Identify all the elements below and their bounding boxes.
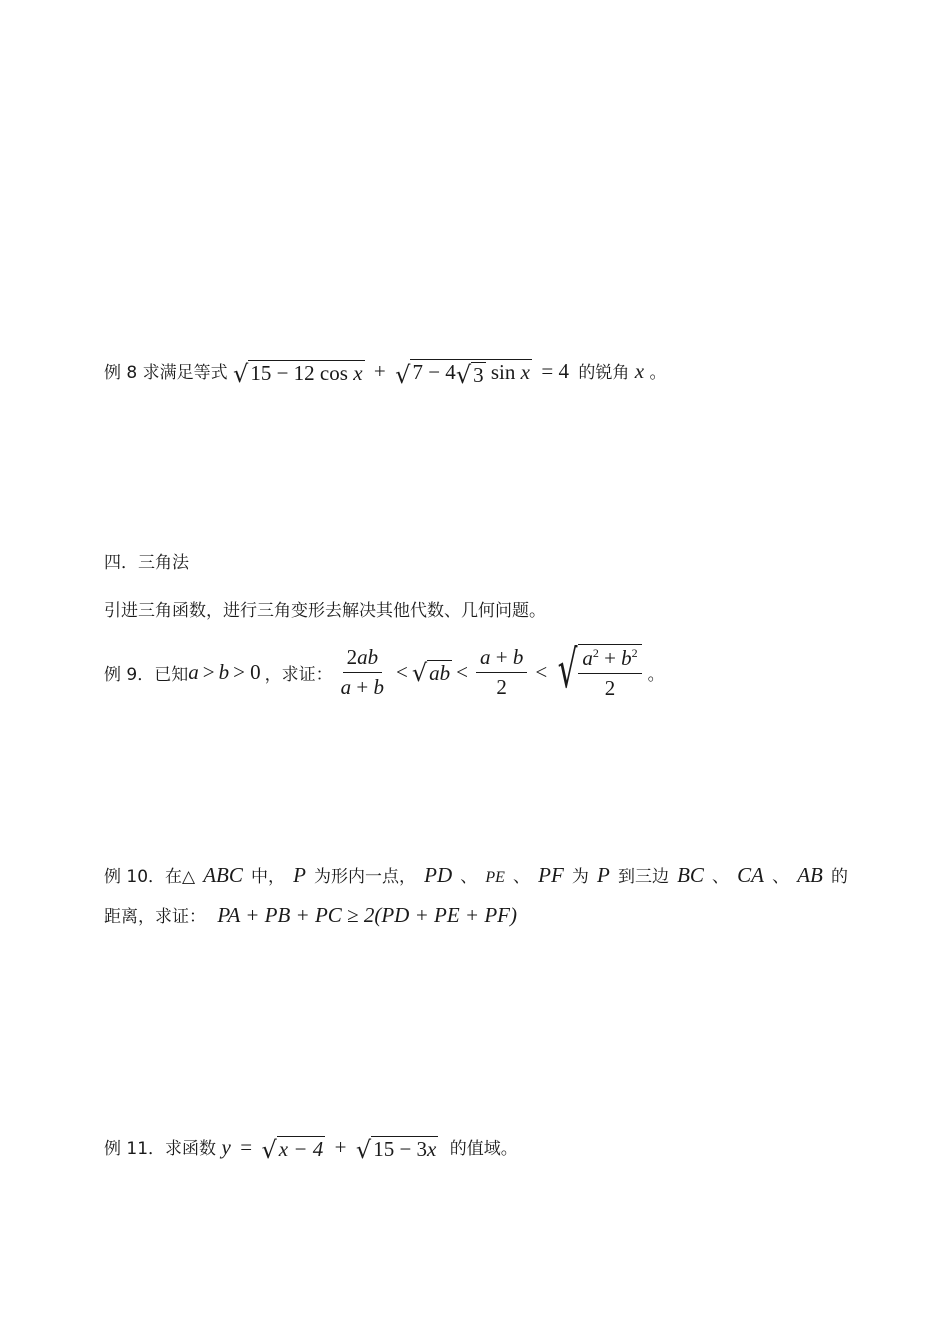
example-9: 例 9．已知 a > b > 0 ，求证： $\frac{2ab}{a + b}$ < √ ab < $\frac{a + b}{2}$ < √ $\frac{a^2 + b^2}{2}$ 。 <box>104 640 665 701</box>
section-intro: 引进三角函数，进行三角变形去解决其他代数、几何问题。 <box>104 601 546 621</box>
radical-1: √ x − 4 <box>261 1135 324 1164</box>
example-10-line-1: 例 10．在△ ABC 中， P 为形内一点， PD 、 PE 、 PF 为 P 到三边 BC 、 CA 、 AB 的 <box>104 863 848 887</box>
radical-2: √ 7 − 4 √ 3 sin x <box>395 360 530 389</box>
radical-1: √ 15 − 12 cos x <box>233 359 363 388</box>
sqrt-icon: √ <box>557 640 578 700</box>
radical-2: √ 15 − 3x <box>355 1135 437 1164</box>
sqrt-icon: √ <box>233 359 249 388</box>
example-10-line-2: 距离，求证： PA + PB + PC ≥ 2(PD + PE + PF) <box>104 903 517 927</box>
sqrt-icon: √ <box>395 360 411 389</box>
example-8: 例 8 求满足等式 √ 15 − 12 cos x + √ 7 − 4 √ 3 sin x = 4 的锐角 x 。 <box>104 359 667 389</box>
sqrt-icon: √ <box>261 1135 277 1164</box>
fraction-arithmetic: $\frac{a + b}{2}$ <box>476 646 527 699</box>
example-8-text: 求满足等式 <box>142 363 228 383</box>
sqrt-icon: √ <box>411 658 428 687</box>
radical-geometric: √ ab <box>411 658 451 687</box>
example-8-label: 例 8 <box>104 363 138 383</box>
inequality: PA + PB + PC ≥ 2(PD + PE + PF) <box>217 903 517 927</box>
sqrt-icon: √ <box>455 360 472 389</box>
section-title: 四．三角法 <box>104 553 189 573</box>
sqrt-icon: √ <box>355 1135 372 1164</box>
example-11: 例 11．求函数 y = √ x − 4 + √ 15 − 3x 的值域。 <box>104 1135 518 1164</box>
radical-quadratic: √ $\frac{a^2 + b^2}{2}$ <box>551 644 641 700</box>
fraction-harmonic: $\frac{2ab}{a + b}$ <box>340 644 385 699</box>
example-9-label: 例 9．已知 <box>104 664 189 685</box>
